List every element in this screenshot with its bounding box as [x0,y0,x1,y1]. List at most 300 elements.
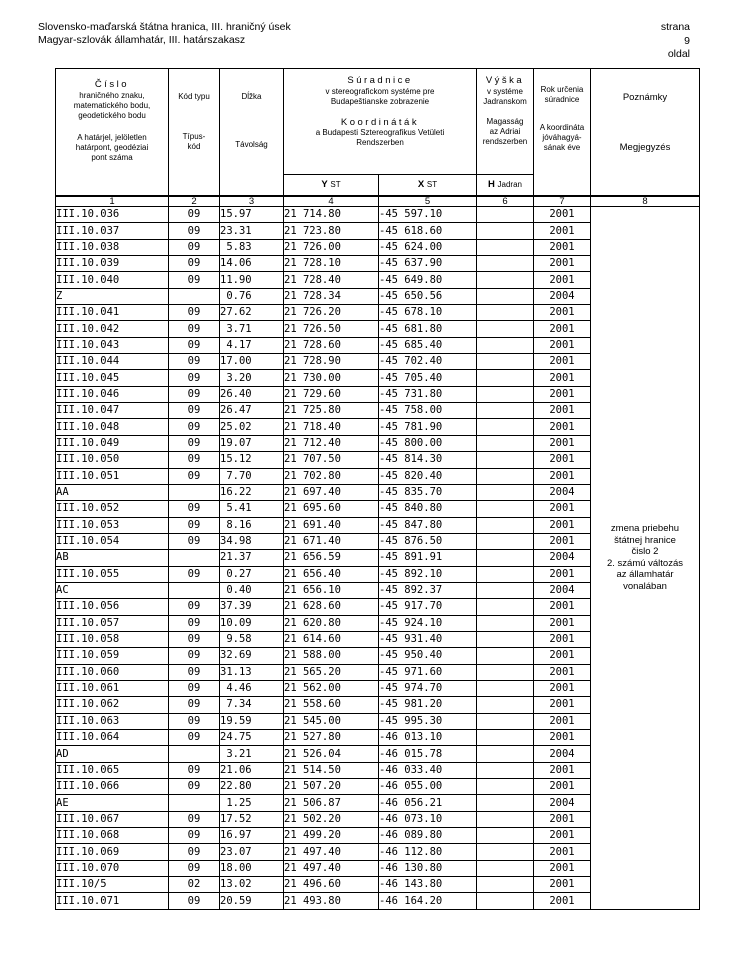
year-cell: 2001 [534,223,591,239]
type-code-cell: 09 [169,828,220,844]
year-cell: 2001 [534,664,591,680]
y-coordinate-cell: 21 714.80 [284,207,379,223]
table-row [56,207,700,223]
y-coordinate-cell: 21 496.60 [284,877,379,893]
length-cell: 0.76 [220,288,284,304]
page-number: 9 [684,34,690,47]
height-cell [477,288,534,304]
height-cell [477,354,534,370]
length-cell: 15.12 [220,452,284,468]
point-number-cell: III.10.067 [56,811,169,827]
type-code-cell: 09 [169,435,220,451]
height-cell [477,713,534,729]
col-number: 5 [379,196,477,207]
x-coordinate-cell: -46 130.80 [379,860,477,876]
x-coordinate-cell: -46 164.20 [379,893,477,909]
year-cell: 2001 [534,762,591,778]
note-line: čislo 2 [631,546,659,558]
type-code-cell: 09 [169,321,220,337]
length-cell: 27.62 [220,305,284,321]
height-cell [477,664,534,680]
height-cell [477,648,534,664]
x-coordinate-cell: -45 637.90 [379,256,477,272]
point-number-cell: III.10.062 [56,697,169,713]
length-cell: 1.25 [220,795,284,811]
year-cell: 2001 [534,239,591,255]
height-cell [477,207,534,223]
height-cell [477,697,534,713]
point-number-cell: III.10.061 [56,680,169,696]
point-number-cell: III.10.055 [56,566,169,582]
height-cell [477,321,534,337]
type-code-cell: 09 [169,239,220,255]
point-number-cell: III.10.060 [56,664,169,680]
x-coordinate-cell: -46 033.40 [379,762,477,778]
col-number: 3 [220,196,284,207]
y-coordinate-cell: 21 726.50 [284,321,379,337]
x-coordinate-cell: -45 800.00 [379,435,477,451]
type-code-cell: 09 [169,713,220,729]
height-cell [477,435,534,451]
height-cell [477,860,534,876]
y-coordinate-cell: 21 656.59 [284,550,379,566]
point-number-cell: III.10.056 [56,599,169,615]
type-code-cell: 09 [169,256,220,272]
col-header-coordinates: Súradnice v stereografickom systéme pre Budapeštianske zobrazenie Koordináták a Budapesti Sztereografikus Vetületi Rendszerben [284,69,477,175]
col-number: 6 [477,196,534,207]
y-coordinate-cell: 21 702.80 [284,468,379,484]
length-cell: 11.90 [220,272,284,288]
point-number-cell: III.10.047 [56,403,169,419]
type-code-cell [169,582,220,598]
x-coordinate-cell: -45 891.91 [379,550,477,566]
type-code-cell [169,288,220,304]
x-coordinate-cell: -45 950.40 [379,648,477,664]
y-coordinate-cell: 21 725.80 [284,403,379,419]
height-cell [477,403,534,419]
point-number-cell: III.10.065 [56,762,169,778]
y-coordinate-cell: 21 497.40 [284,844,379,860]
height-cell [477,795,534,811]
length-cell: 19.59 [220,713,284,729]
point-number-cell: III.10.046 [56,386,169,402]
type-code-cell: 09 [169,386,220,402]
x-coordinate-cell: -45 995.30 [379,713,477,729]
y-coordinate-cell: 21 656.40 [284,566,379,582]
length-cell: 23.07 [220,844,284,860]
y-coordinate-cell: 21 730.00 [284,370,379,386]
col-header-type-code: Kód typu Típus- kód [169,69,220,197]
x-coordinate-cell: -45 892.10 [379,566,477,582]
x-coordinate-cell: -45 650.56 [379,288,477,304]
year-cell: 2004 [534,582,591,598]
year-cell: 2001 [534,860,591,876]
height-cell [477,419,534,435]
type-code-cell: 09 [169,468,220,484]
length-cell: 31.13 [220,664,284,680]
point-number-cell: III.10.040 [56,272,169,288]
x-coordinate-cell: -45 820.40 [379,468,477,484]
document-header [38,21,291,47]
x-coordinate-cell: -46 112.80 [379,844,477,860]
type-code-cell: 09 [169,501,220,517]
x-coordinate-cell: -46 015.78 [379,746,477,762]
y-coordinate-cell: 21 729.60 [284,386,379,402]
title-hu: Magyar-szlovák államhatár, III. határszakasz [38,34,246,46]
point-number-cell: AE [56,795,169,811]
type-code-cell: 02 [169,877,220,893]
length-cell: 7.70 [220,468,284,484]
type-code-cell: 09 [169,779,220,795]
y-coordinate-cell: 21 671.40 [284,533,379,549]
point-number-cell: III.10.042 [56,321,169,337]
length-cell: 10.09 [220,615,284,631]
y-coordinate-cell: 21 562.00 [284,680,379,696]
length-cell: 16.22 [220,484,284,500]
x-coordinate-cell: -45 974.70 [379,680,477,696]
x-coordinate-cell: -45 835.70 [379,484,477,500]
type-code-cell: 09 [169,697,220,713]
length-cell: 21.37 [220,550,284,566]
year-cell: 2001 [534,468,591,484]
year-cell: 2001 [534,403,591,419]
point-number-cell: AD [56,746,169,762]
col-header-y-st: Y ST [284,175,379,197]
height-cell [477,517,534,533]
year-cell: 2001 [534,517,591,533]
year-cell: 2001 [534,615,591,631]
year-cell: 2001 [534,337,591,353]
x-coordinate-cell: -45 685.40 [379,337,477,353]
year-cell: 2001 [534,680,591,696]
height-cell [477,305,534,321]
col-header-x-st: X ST [379,175,477,197]
y-coordinate-cell: 21 506.87 [284,795,379,811]
x-coordinate-cell: -46 089.80 [379,828,477,844]
year-cell: 2001 [534,828,591,844]
point-number-cell: III.10.058 [56,631,169,647]
height-cell [477,566,534,582]
x-coordinate-cell: -45 931.40 [379,631,477,647]
point-number-cell: AA [56,484,169,500]
y-coordinate-cell: 21 497.40 [284,860,379,876]
title-sk: Slovensko-maďarská štátna hranica, III. hraničný úsek [38,21,291,33]
col-header-height: Výška v systéme Jadranskom Magasság az Adriai rendszerben [477,69,534,175]
x-coordinate-cell: -45 597.10 [379,207,477,223]
length-cell: 21.06 [220,762,284,778]
col-header-notes: Poznámky Megjegyzés [591,69,700,197]
year-cell: 2001 [534,386,591,402]
type-code-cell: 09 [169,354,220,370]
height-cell [477,893,534,909]
length-cell: 24.75 [220,730,284,746]
x-coordinate-cell: -45 681.80 [379,321,477,337]
year-cell: 2001 [534,877,591,893]
boundary-points-table [55,68,700,910]
length-cell: 0.27 [220,566,284,582]
type-code-cell: 09 [169,370,220,386]
point-number-cell: Z [56,288,169,304]
length-cell: 34.98 [220,533,284,549]
point-number-cell: III.10.063 [56,713,169,729]
x-coordinate-cell: -45 731.80 [379,386,477,402]
col-number: 7 [534,196,591,207]
y-coordinate-cell: 21 620.80 [284,615,379,631]
y-coordinate-cell: 21 728.34 [284,288,379,304]
height-cell [477,746,534,762]
point-number-cell: III.10.039 [56,256,169,272]
length-cell: 17.00 [220,354,284,370]
x-coordinate-cell: -45 702.40 [379,354,477,370]
y-coordinate-cell: 21 499.20 [284,828,379,844]
point-number-cell: III.10.057 [56,615,169,631]
year-cell: 2001 [534,631,591,647]
length-cell: 15.97 [220,207,284,223]
col-header-point-number: Číslo hraničného znaku, matematického bodu, geodetického bodu A határjel, jelöletlen határpont, geodéziai pont száma [56,69,169,197]
year-cell: 2004 [534,550,591,566]
type-code-cell: 09 [169,452,220,468]
y-coordinate-cell: 21 707.50 [284,452,379,468]
type-code-cell: 09 [169,272,220,288]
y-coordinate-cell: 21 558.60 [284,697,379,713]
y-coordinate-cell: 21 502.20 [284,811,379,827]
type-code-cell: 09 [169,762,220,778]
height-cell [477,582,534,598]
note-line: az államhatár [616,569,674,581]
point-number-cell: III.10.071 [56,893,169,909]
note-line: štátnej hranice [614,534,676,546]
type-code-cell: 09 [169,533,220,549]
length-cell: 5.83 [220,239,284,255]
y-coordinate-cell: 21 526.04 [284,746,379,762]
length-cell: 25.02 [220,419,284,435]
type-code-cell: 09 [169,337,220,353]
x-coordinate-cell: -45 924.10 [379,615,477,631]
height-cell [477,533,534,549]
y-coordinate-cell: 21 628.60 [284,599,379,615]
note-line: 2. számú változás [606,557,684,569]
point-number-cell: III.10.038 [56,239,169,255]
height-cell [477,631,534,647]
y-coordinate-cell: 21 656.10 [284,582,379,598]
year-cell: 2001 [534,779,591,795]
col-header-h-jadran: H Jadran [477,175,534,197]
length-cell: 0.40 [220,582,284,598]
y-coordinate-cell: 21 565.20 [284,664,379,680]
height-cell [477,730,534,746]
length-cell: 23.31 [220,223,284,239]
height-cell [477,256,534,272]
x-coordinate-cell: -45 624.00 [379,239,477,255]
type-code-cell: 09 [169,207,220,223]
point-number-cell: III.10.049 [56,435,169,451]
length-cell: 14.06 [220,256,284,272]
year-cell: 2001 [534,648,591,664]
year-cell: 2001 [534,272,591,288]
length-cell: 37.39 [220,599,284,615]
type-code-cell: 09 [169,730,220,746]
length-cell: 3.20 [220,370,284,386]
year-cell: 2004 [534,484,591,500]
height-cell [477,615,534,631]
x-coordinate-cell: -46 143.80 [379,877,477,893]
column-number-row [56,196,700,207]
point-number-cell: III.10.045 [56,370,169,386]
point-number-cell: III.10.037 [56,223,169,239]
year-cell: 2001 [534,305,591,321]
year-cell: 2001 [534,370,591,386]
point-number-cell: III.10/5 [56,877,169,893]
year-cell: 2001 [534,321,591,337]
y-coordinate-cell: 21 728.60 [284,337,379,353]
x-coordinate-cell: -45 758.00 [379,403,477,419]
year-cell: 2001 [534,599,591,615]
y-coordinate-cell: 21 728.90 [284,354,379,370]
length-cell: 32.69 [220,648,284,664]
x-coordinate-cell: -45 814.30 [379,452,477,468]
type-code-cell: 09 [169,615,220,631]
y-coordinate-cell: 21 545.00 [284,713,379,729]
x-coordinate-cell: -45 678.10 [379,305,477,321]
height-cell [477,828,534,844]
length-cell: 4.17 [220,337,284,353]
point-number-cell: III.10.041 [56,305,169,321]
year-cell: 2001 [534,844,591,860]
type-code-cell [169,746,220,762]
length-cell: 5.41 [220,501,284,517]
x-coordinate-cell: -45 618.60 [379,223,477,239]
x-coordinate-cell: -46 055.00 [379,779,477,795]
y-coordinate-cell: 21 695.60 [284,501,379,517]
year-cell: 2001 [534,452,591,468]
height-cell [477,680,534,696]
note-line: vonalában [623,580,667,592]
year-cell: 2001 [534,533,591,549]
notes-cell [591,207,700,910]
height-cell [477,599,534,615]
x-coordinate-cell: -45 840.80 [379,501,477,517]
x-coordinate-cell: -45 705.40 [379,370,477,386]
col-number: 2 [169,196,220,207]
year-cell: 2001 [534,501,591,517]
type-code-cell: 09 [169,599,220,615]
point-number-cell: III.10.053 [56,517,169,533]
type-code-cell [169,484,220,500]
point-number-cell: III.10.066 [56,779,169,795]
year-cell: 2001 [534,730,591,746]
point-number-cell: III.10.069 [56,844,169,860]
year-cell: 2001 [534,435,591,451]
point-number-cell: III.10.044 [56,354,169,370]
height-cell [477,779,534,795]
y-coordinate-cell: 21 691.40 [284,517,379,533]
length-cell: 17.52 [220,811,284,827]
x-coordinate-cell: -45 917.70 [379,599,477,615]
height-cell [477,370,534,386]
point-number-cell: III.10.043 [56,337,169,353]
height-cell [477,223,534,239]
y-coordinate-cell: 21 507.20 [284,779,379,795]
length-cell: 20.59 [220,893,284,909]
col-number: 4 [284,196,379,207]
height-cell [477,811,534,827]
length-cell: 22.80 [220,779,284,795]
point-number-cell: AC [56,582,169,598]
col-header-year: Rok určenia súradnice A koordináta jóváhagyá- sának éve [534,69,591,197]
x-coordinate-cell: -46 073.10 [379,811,477,827]
x-coordinate-cell: -45 876.50 [379,533,477,549]
type-code-cell: 09 [169,893,220,909]
year-cell: 2001 [534,419,591,435]
height-cell [477,762,534,778]
type-code-cell [169,550,220,566]
col-number: 8 [591,196,700,207]
type-code-cell: 09 [169,664,220,680]
type-code-cell: 09 [169,403,220,419]
year-cell: 2001 [534,207,591,223]
height-cell [477,550,534,566]
length-cell: 4.46 [220,680,284,696]
y-coordinate-cell: 21 712.40 [284,435,379,451]
point-number-cell: III.10.059 [56,648,169,664]
y-coordinate-cell: 21 493.80 [284,893,379,909]
point-number-cell: III.10.068 [56,828,169,844]
point-number-cell: III.10.050 [56,452,169,468]
y-coordinate-cell: 21 614.60 [284,631,379,647]
year-cell: 2004 [534,288,591,304]
height-cell [477,337,534,353]
length-cell: 18.00 [220,860,284,876]
type-code-cell: 09 [169,517,220,533]
length-cell: 7.34 [220,697,284,713]
point-number-cell: AB [56,550,169,566]
y-coordinate-cell: 21 588.00 [284,648,379,664]
page-label-hu: oldal [667,48,690,60]
type-code-cell: 09 [169,680,220,696]
height-cell [477,239,534,255]
x-coordinate-cell: -45 892.37 [379,582,477,598]
year-cell: 2001 [534,566,591,582]
x-coordinate-cell: -46 013.10 [379,730,477,746]
x-coordinate-cell: -45 847.80 [379,517,477,533]
length-cell: 3.71 [220,321,284,337]
type-code-cell: 09 [169,223,220,239]
point-number-cell: III.10.051 [56,468,169,484]
y-coordinate-cell: 21 697.40 [284,484,379,500]
x-coordinate-cell: -45 981.20 [379,697,477,713]
year-cell: 2004 [534,746,591,762]
height-cell [477,484,534,500]
y-coordinate-cell: 21 728.40 [284,272,379,288]
year-cell: 2001 [534,893,591,909]
col-header-length: Dĺžka Távolság [220,69,284,197]
height-cell [477,844,534,860]
length-cell: 13.02 [220,877,284,893]
type-code-cell [169,795,220,811]
point-number-cell: III.10.054 [56,533,169,549]
height-cell [477,501,534,517]
x-coordinate-cell: -45 781.90 [379,419,477,435]
page-indicator [661,21,690,62]
type-code-cell: 09 [169,419,220,435]
col-number: 1 [56,196,169,207]
note-line: zmena priebehu [610,523,680,535]
y-coordinate-cell: 21 728.10 [284,256,379,272]
type-code-cell: 09 [169,305,220,321]
page-label-sk: strana [660,21,690,33]
year-cell: 2001 [534,256,591,272]
y-coordinate-cell: 21 718.40 [284,419,379,435]
